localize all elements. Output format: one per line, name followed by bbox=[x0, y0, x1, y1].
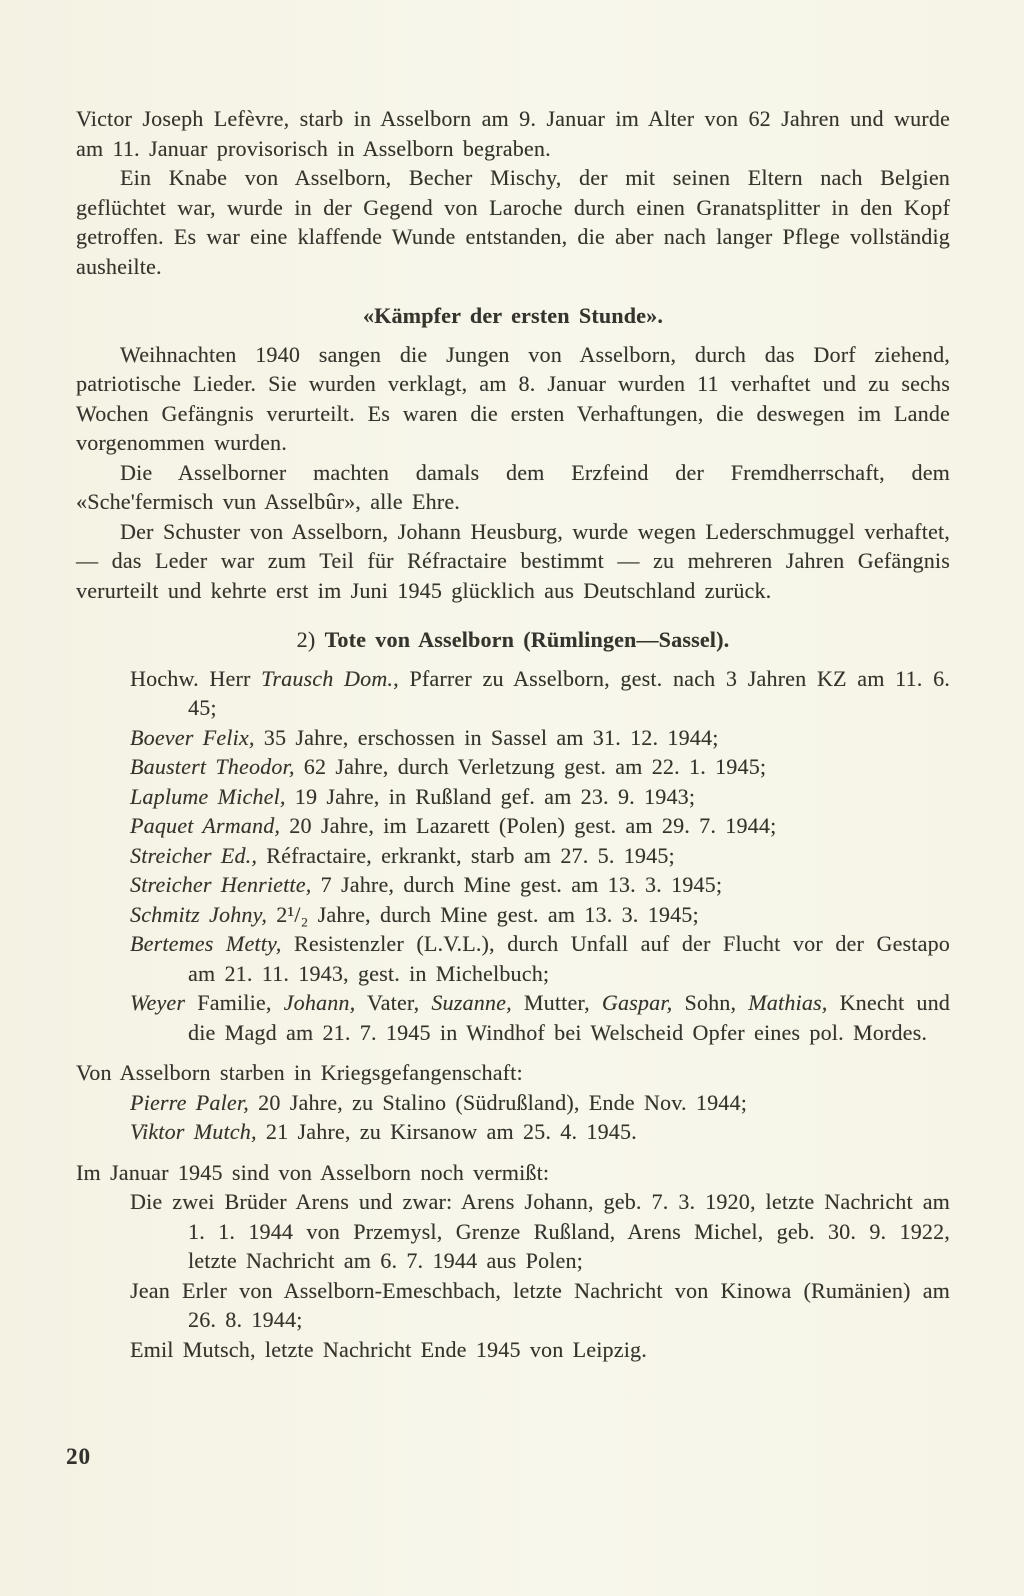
paragraph bbox=[76, 458, 950, 517]
list-entry bbox=[76, 723, 950, 753]
list-entry bbox=[76, 870, 950, 900]
text-segment: 19 Jahre, in Rußland gef. am 23. 9. 1943; bbox=[285, 783, 696, 809]
text-segment: «Kämpfer der ersten Stunde». bbox=[362, 303, 664, 328]
text-segment: Schmitz Johny, bbox=[130, 901, 268, 927]
text-segment: Weyer bbox=[130, 990, 186, 1015]
text-segment: 21 Jahre, zu Kirsanow am 25. 4. 1945. bbox=[256, 1119, 637, 1144]
text-segment: , Pfarrer zu Asselborn, gest. nach 3 Jahren KZ am 11. 6. 45; bbox=[188, 665, 950, 720]
text-segment: 20 Jahre, im Lazarett (Polen) gest. am 29. 7. 1944; bbox=[280, 813, 777, 838]
list-entry bbox=[76, 782, 950, 812]
text-segment: 2) bbox=[296, 627, 325, 652]
text-segment: Jean Erler von Asselborn-Emeschbach, letzte Nachricht von Kinowa (Rumänien) am 26. 8. 1944; bbox=[130, 1277, 950, 1332]
list-entry bbox=[76, 1335, 950, 1365]
text-segment: Streicher Ed., bbox=[130, 842, 258, 868]
text-segment: Bertemes Metty, bbox=[130, 931, 282, 956]
text-segment: Im Januar 1945 sind von Asselborn noch vermißt: bbox=[76, 1159, 550, 1185]
text-segment: 35 Jahre, erschossen in Sassel am 31. 12. 1944; bbox=[254, 724, 719, 750]
text-segment: Victor Joseph Lefèvre, starb in Asselborn am 9. Januar im Alter von 62 Jahren und wurde am 11. Januar provisorisch in Asselborn begraben. bbox=[76, 106, 950, 161]
list-entry bbox=[76, 1276, 950, 1335]
text-segment: Knecht und die Magd am 21. 7. 1945 in Windhof bei Welscheid Opfer eines pol. Mordes. bbox=[188, 990, 951, 1045]
text-segment: Suzanne, bbox=[431, 990, 512, 1015]
text-segment: Streicher Henriette, bbox=[130, 872, 312, 897]
text-segment: 20 Jahre, zu Stalino (Südrußland), Ende Nov. 1944; bbox=[248, 1089, 748, 1115]
list-entry bbox=[76, 1187, 950, 1276]
page-text-column bbox=[76, 104, 950, 1364]
list-entry bbox=[76, 752, 950, 782]
text-segment: Johann, bbox=[283, 990, 356, 1015]
text-segment: Resistenzler (L.V.L.), durch Unfall auf der Flucht vor der Gestapo am 21. 11. 1943, gest. in Michelbuch; bbox=[188, 931, 950, 986]
text-segment: 7 Jahre, durch Mine gest. am 13. 3. 1945; bbox=[311, 872, 723, 897]
list-entry bbox=[76, 988, 950, 1047]
list-entry bbox=[76, 664, 950, 723]
list-entry bbox=[76, 1088, 950, 1118]
text-segment: Viktor Mutch, bbox=[130, 1119, 257, 1144]
list-entry bbox=[76, 1117, 950, 1147]
text-segment: Tote von Asselborn (Rümlingen—Sassel). bbox=[324, 627, 730, 652]
text-segment: Gaspar, bbox=[601, 990, 673, 1015]
page-number: 20 bbox=[66, 1444, 91, 1469]
paragraph bbox=[76, 104, 950, 163]
text-segment: 2¹/₂ Jahre, durch Mine gest. am 13. 3. 1945; bbox=[267, 901, 699, 927]
paragraph bbox=[76, 340, 950, 458]
lead-line bbox=[76, 1158, 950, 1188]
text-segment: Der Schuster von Asselborn, Johann Heusburg, wurde wegen Lederschmuggel verhaftet, — das Leder war zum Teil für Réfractaire bestimmt — zu mehreren Jahren Gefängnis verurteilt und kehrte erst im Juni 1945 glücklich aus Deutschland zurück. bbox=[76, 518, 950, 603]
text-segment: Laplume Michel, bbox=[130, 783, 286, 809]
paragraph bbox=[76, 517, 950, 606]
text-segment: Baustert Theodor, bbox=[130, 754, 295, 779]
text-segment: Emil Mutsch, letzte Nachricht Ende 1945 von Leipzig. bbox=[130, 1336, 647, 1362]
text-segment: Réfractaire, erkrankt, starb am 27. 5. 1945; bbox=[257, 842, 675, 868]
text-segment: Familie, bbox=[185, 990, 284, 1015]
text-segment: Ein Knabe von Asselborn, Becher Mischy, der mit seinen Eltern nach Belgien geflüchtet war, wurde in der Gegend von Laroche durch einen Granatsplitter in den Kopf getroffen. Es war eine klaffende Wunde entstanden, die aber nach langer Pflege vollständig ausheilte. bbox=[76, 165, 950, 279]
text-segment: Mutter, bbox=[511, 990, 602, 1015]
text-segment: Boever Felix, bbox=[130, 724, 255, 750]
text-segment: Paquet Armand, bbox=[130, 813, 281, 838]
text-segment: Pierre Paler, bbox=[130, 1089, 249, 1115]
text-segment: Weihnachten 1940 sangen die Jungen von Asselborn, durch das Dorf ziehend, patriotische Lieder. Sie wurden verklagt, am 8. Januar wurden 11 verhaftet und zu sechs Wochen Gefängnis verurteilt. Es waren die ersten Verhaftungen, die deswegen im Lande vorgenommen wurden. bbox=[76, 341, 950, 455]
paragraph bbox=[76, 163, 950, 281]
text-segment: 62 Jahre, durch Verletzung gest. am 22. 1. 1945; bbox=[294, 754, 767, 779]
list-entry bbox=[76, 900, 950, 930]
text-segment: Vater, bbox=[355, 990, 432, 1015]
section-heading bbox=[76, 301, 950, 331]
list-entry bbox=[76, 929, 950, 988]
text-segment: Trausch Dom. bbox=[261, 665, 394, 691]
list-entry bbox=[76, 811, 950, 841]
text-segment: Von Asselborn starben in Kriegsgefangenschaft: bbox=[76, 1060, 523, 1085]
section-heading bbox=[76, 625, 950, 655]
list-entry bbox=[76, 841, 950, 871]
text-segment: Die zwei Brüder Arens und zwar: Arens Johann, geb. 7. 3. 1920, letzte Nachricht am 1. 1. 1944 von Przemysl, Grenze Rußland, Arens Michel, geb. 30. 9. 1922, letzte Nachricht am 6. 7. 1944 aus Polen; bbox=[130, 1189, 950, 1273]
text-segment: Sohn, bbox=[672, 990, 749, 1015]
text-segment: Mathias, bbox=[748, 990, 828, 1015]
lead-line bbox=[76, 1058, 950, 1088]
text-segment: Die Asselborner machten damals dem Erzfeind der Fremdherrschaft, dem «Sche'fermisch vun Asselbûr», alle Ehre. bbox=[76, 459, 950, 514]
text-segment: Hochw. Herr bbox=[130, 665, 262, 691]
